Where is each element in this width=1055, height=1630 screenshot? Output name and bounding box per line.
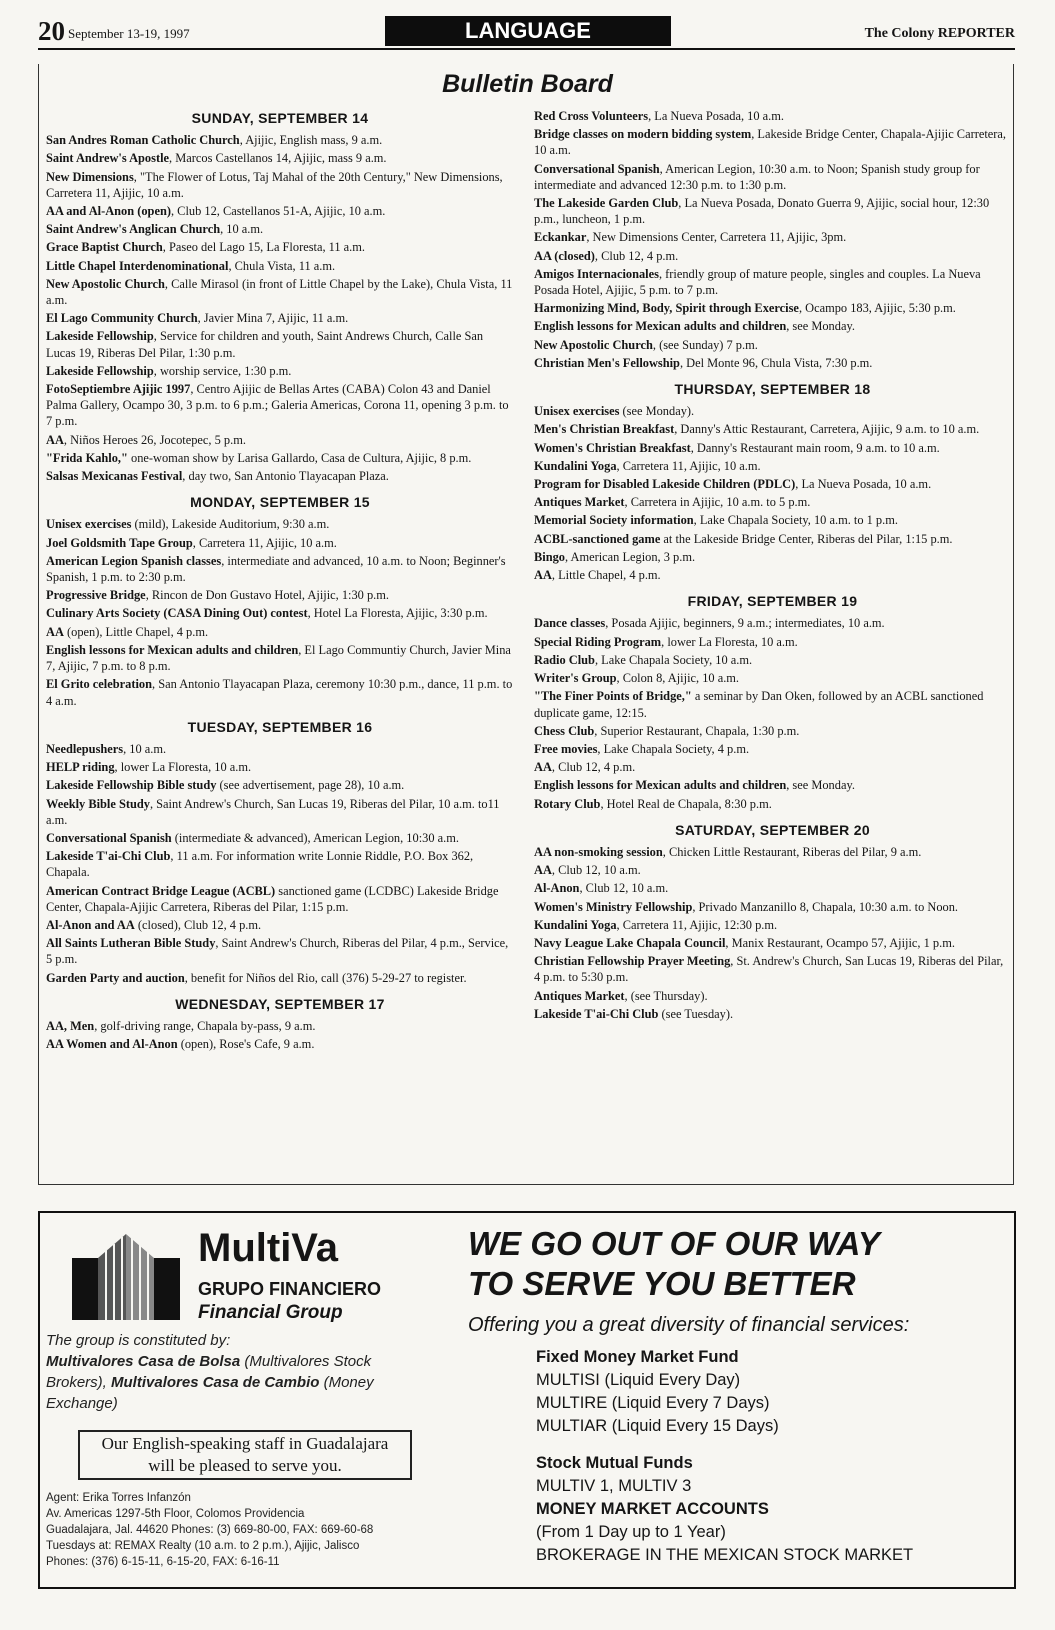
entry-details: , Manix Restaurant, Ocampo 57, Ajijic, 1 p.m. (725, 935, 955, 950)
entry-name: Saint Andrew's Anglican Church (46, 222, 221, 237)
entry-name: New Apostolic Church (46, 276, 165, 291)
bulletin-entry (534, 844, 1011, 860)
issue-date: September 13-19, 1997 (68, 26, 190, 41)
bulletin-entry (534, 634, 1011, 650)
entry-details: , La Nueva Posada, 10 a.m. (795, 477, 932, 492)
entry-details: , La Nueva Posada, 10 a.m. (648, 109, 784, 123)
bulletin-entry (46, 169, 514, 201)
fund-list (536, 1346, 913, 1567)
entry-details: a seminar by Dan Oken, followed by an ACBL sanctioned duplicate game, 12:15. (534, 689, 984, 720)
entry-details: , American Legion, 3 p.m. (565, 549, 696, 564)
entry-name: Christian Men's Fellowship (534, 355, 680, 370)
entry-name: Lakeside Fellowship (46, 329, 154, 344)
entry-details: , Marcos Castellanos 14, Ajijic, mass 9 a.m. (169, 151, 387, 166)
agent-line: Guadalajara, Jal. 44620 Phones: (3) 669-80-00, FAX: 669-60-68 (46, 1524, 374, 1536)
bulletin-entry (534, 108, 1011, 124)
bulletin-entry (534, 494, 1011, 510)
bulletin-entry (46, 363, 514, 379)
entry-details: , Carretera 11, Ajijic, 10 a.m. (616, 458, 761, 473)
bulletin-entry (534, 421, 1011, 437)
entry-details: (open), Little Chapel, 4 p.m. (63, 624, 209, 639)
entry-name: Progressive Bridge (46, 588, 146, 603)
entry-name: San Andres Roman Catholic Church (46, 133, 240, 148)
entry-name: Lakeside T'ai-Chi Club (46, 849, 171, 864)
entry-name: Kundalini Yoga (534, 458, 617, 473)
entry-name: Joel Goldsmith Tape Group (46, 535, 193, 550)
entry-name: AA non-smoking session (534, 844, 663, 859)
bulletin-entry (534, 935, 1011, 951)
bulletin-entry (46, 381, 514, 430)
staff-line-2: will be pleased to serve you. (148, 1456, 342, 1475)
member-casa-de-cambio: Multivalores Casa de Cambio (111, 1374, 320, 1391)
bulletin-entry (534, 248, 1011, 264)
bulletin-entry (46, 450, 514, 466)
slogan-line-2: TO SERVE YOU BETTER (468, 1265, 856, 1302)
member-casa-de-cambio-note: (Money Exchange) (46, 1374, 374, 1412)
entry-details: , see Monday. (786, 778, 855, 793)
entry-name: Culinary Arts Society (CASA Dining Out) contest (46, 606, 308, 621)
fund-item: (From 1 Day up to 1 Year) (536, 1523, 726, 1541)
bulletin-entry (534, 318, 1011, 334)
entry-details: , El Lago Communtiy Church, Javier Mina 7, Ajijic, 7 p.m. to 8 p.m. (46, 642, 511, 674)
entry-details: , Centro Ajijic de Bellas Artes (CABA) Colon 43 and Daniel Palma Gallery, Ocampo 30, 3 p.m. to 6 p.m.; Galeria Americas, Corona 11, opening 3 p.m. to 7 p.m. (46, 382, 509, 429)
entry-details: , 10 a.m. (123, 741, 167, 756)
entry-details: , Colon 8, Ajijic, 10 a.m. (616, 671, 740, 686)
entry-details: , intermediate and advanced, 10 a.m. to Noon; Beginner's Spanish, 1 p.m. to 2:30 p.m. (46, 553, 506, 585)
entry-name: English lessons for Mexican adults and children (534, 319, 787, 334)
entry-details: , Hotel Real de Chapala, 8:30 p.m. (600, 796, 772, 811)
bulletin-entry (534, 403, 1011, 419)
entry-name: Women's Ministry Fellowship (534, 899, 693, 914)
bulletin-entry (534, 512, 1011, 528)
entry-details: , Superior Restaurant, Chapala, 1:30 p.m. (594, 723, 800, 738)
entry-name: Eckankar (534, 230, 587, 245)
bulletin-entry (46, 328, 514, 360)
day-heading: TUESDAY, SEPTEMBER 16 (187, 718, 373, 735)
bulletin-entry (46, 796, 514, 828)
entry-name: American Contract Bridge League (ACBL) (46, 883, 276, 898)
entry-name: Program for Disabled Lakeside Children (PDLC) (534, 477, 796, 492)
entry-details: , Calle Mirasol (in front of Little Chapel by the Lake), Chula Vista, 11 a.m. (46, 276, 513, 308)
bulletin-entry (534, 195, 1011, 227)
entry-name: Lakeside T'ai-Chi Club (534, 1006, 659, 1021)
bulletin-entry (534, 458, 1011, 474)
entry-details: , Del Monte 96, Chula Vista, 7:30 p.m. (679, 355, 873, 370)
entry-details: (see advertisement, page 28), 10 a.m. (216, 778, 405, 793)
bulletin-entry (46, 759, 514, 775)
entry-details: , Lake Chapala Society, 4 p.m. (597, 741, 750, 756)
bulletin-entry (46, 553, 514, 585)
entry-details: , Club 12, 4 p.m. (594, 248, 679, 263)
bulletin-entry (46, 258, 514, 274)
day-heading: THURSDAY, SEPTEMBER 18 (674, 381, 871, 398)
bulletin-entry (46, 848, 514, 880)
entry-details: , Rincon de Don Gustavo Hotel, Ajijic, 1:30 p.m. (145, 588, 390, 603)
bulletin-entry (534, 652, 1011, 668)
bulletin-entry (534, 880, 1011, 896)
entry-name: Men's Christian Breakfast (534, 422, 675, 437)
bulletin-entry (534, 1006, 1011, 1022)
bulletin-entry (46, 935, 514, 967)
entry-details: one-woman show by Larisa Gallardo, Casa de Cultura, Ajijic, 8 p.m. (127, 450, 472, 465)
entry-name: AA (534, 863, 552, 878)
entry-name: Chess Club (534, 723, 595, 738)
entry-name: English lessons for Mexican adults and children (46, 642, 299, 657)
bulletin-entry (534, 476, 1011, 492)
entry-name: "The Finer Points of Bridge," (534, 689, 692, 704)
bulletin-entry (46, 642, 514, 674)
entry-name: Christian Fellowship Prayer Meeting (534, 954, 731, 969)
bulletin-entry (534, 988, 1011, 1004)
entry-name: Conversational Spanish (534, 161, 660, 176)
entry-details: , 10 a.m. (220, 222, 264, 237)
entry-details: , Javier Mina 7, Ajijic, 11 a.m. (197, 311, 349, 326)
entry-details: , (see Thursday). (624, 988, 708, 1003)
entry-name: AA (closed) (534, 248, 595, 263)
entry-details: , lower La Floresta, 10 a.m. (661, 634, 798, 649)
offering-tagline: Offering you a great diversity of financial services: (468, 1314, 910, 1336)
entry-name: Grace Baptist Church (46, 240, 163, 255)
entry-name: Al-Anon (534, 881, 580, 896)
entry-name: Women's Christian Breakfast (534, 440, 691, 455)
fixed-fund-heading: Fixed Money Market Fund (536, 1348, 739, 1366)
entry-name: Writer's Group (534, 671, 617, 686)
entry-name: AA (46, 624, 64, 639)
fund-item: MULTIAR (Liquid Every 15 Days) (536, 1417, 779, 1435)
bulletin-entry (46, 132, 514, 148)
agent-contact (46, 1490, 373, 1570)
entry-name: Unisex exercises (534, 404, 620, 419)
entry-name: FotoSeptiembre Ajijic 1997 (46, 382, 191, 397)
constituted-label: The group is constituted by: (46, 1332, 231, 1349)
entry-name: Memorial Society information (534, 513, 694, 528)
bulletin-entry (534, 723, 1011, 739)
entry-details: , Hotel La Floresta, Ajijic, 3:30 p.m. (307, 606, 488, 621)
entry-details: , Lakeside Bridge Center, Chapala-Ajijic Carretera, 10 a.m. (534, 127, 1006, 158)
entry-details: , worship service, 1:30 p.m. (153, 363, 292, 378)
entry-name: Rotary Club (534, 796, 601, 811)
bulletin-entry (534, 126, 1011, 158)
entry-name: Free movies (534, 741, 598, 756)
entry-details: , St. Andrew's Church, San Lucas 19, Riberas del Pilar, 4 p.m. to 5:30 p.m. (534, 954, 1004, 985)
agent-line: Agent: Erika Torres Infanzón (46, 1492, 191, 1504)
bulletin-entry (534, 615, 1011, 631)
day-heading: SATURDAY, SEPTEMBER 20 (675, 821, 870, 838)
entry-name: Weekly Bible Study (46, 796, 150, 811)
agent-line: Tuesdays at: REMAX Realty (10 a.m. to 2 p.m.), Ajijic, Jalisco (46, 1540, 360, 1552)
entry-name: Salsas Mexicanas Festival (46, 469, 183, 484)
entry-details: (closed), Club 12, 4 p.m. (134, 917, 262, 932)
entry-details: , benefit for Niños del Rio, call (376) 5-29-27 to register. (184, 970, 467, 985)
entry-details: , Posada Ajijic, beginners, 9 a.m.; intermediates, 10 a.m. (605, 616, 885, 631)
entry-details: , Chula Vista, 11 a.m. (228, 258, 336, 273)
bulletin-entry (46, 310, 514, 326)
slogan-line-1: WE GO OUT OF OUR WAY (468, 1225, 880, 1262)
entry-details: , Little Chapel, 4 p.m. (551, 568, 661, 583)
group-description (46, 1330, 426, 1414)
bulletin-entry (46, 432, 514, 448)
bulletin-entry (46, 1018, 514, 1034)
bulletin-entry (534, 549, 1011, 565)
entry-name: Antiques Market (534, 495, 625, 510)
bulletin-entry (534, 917, 1011, 933)
entry-name: Amigos Internacionales (534, 266, 659, 281)
bulletin-board-title: Bulletin Board (442, 70, 613, 98)
entry-name: ACBL-sanctioned game (534, 531, 661, 546)
entry-details: , Lake Chapala Society, 10 a.m. to 1 p.m. (693, 513, 898, 528)
entry-name: Navy League Lake Chapala Council (534, 935, 726, 950)
agent-line: Phones: (376) 6-15-11, 6-15-20, FAX: 6-16-11 (46, 1556, 280, 1568)
money-market-heading: MONEY MARKET ACCOUNTS (536, 1500, 769, 1518)
entry-name: Needlepushers (46, 741, 124, 756)
entry-name: AA Women and Al-Anon (46, 1037, 178, 1052)
entry-name: The Lakeside Garden Club (534, 196, 679, 211)
page-number: 20 (38, 16, 65, 46)
entry-name: Lakeside Fellowship Bible study (46, 778, 217, 793)
entry-details: , Ocampo 183, Ajijic, 5:30 p.m. (798, 301, 956, 316)
entry-name: Al-Anon and AA (46, 917, 135, 932)
bulletin-entry (46, 150, 514, 166)
multiva-logo-icon (72, 1228, 180, 1320)
bulletin-entry (46, 741, 514, 757)
agent-line: Av. Americas 1297-5th Floor, Colomos Providencia (46, 1508, 305, 1520)
bulletin-entry (534, 337, 1011, 353)
bulletin-column-right (534, 108, 1011, 1024)
entry-details: , Club 12, Castellanos 51-A, Ajijic, 10 a.m. (170, 204, 386, 219)
entry-details: , golf-driving range, Chapala by-pass, 9 a.m. (94, 1018, 316, 1033)
member-casa-de-bolsa: Multivalores Casa de Bolsa (46, 1353, 241, 1370)
member-casa-de-bolsa-note: (Multivalores Stock Brokers), (46, 1353, 372, 1391)
bulletin-entry (46, 777, 514, 793)
entry-details: (mild), Lakeside Auditorium, 9:30 a.m. (131, 517, 330, 532)
entry-details: , Service for children and youth, Saint Andrews Church, Calle San Lucas 19, Riberas Del Pilar, 1:30 p.m. (46, 329, 484, 360)
header-rule (38, 48, 1015, 50)
bulletin-entry (534, 440, 1011, 456)
bulletin-entry (46, 1036, 514, 1052)
group-members (46, 1351, 426, 1414)
bulletin-entry (46, 468, 514, 484)
bulletin-entry (46, 970, 514, 986)
entry-details: , 11 a.m. For information write Lonnie Riddle, P.O. Box 362, Chapala. (46, 849, 474, 880)
staff-line-1: Our English-speaking staff in Guadalajara (101, 1434, 389, 1453)
brokerage-line: BROKERAGE IN THE MEXICAN STOCK MARKET (536, 1546, 914, 1564)
entry-details: , Chicken Little Restaurant, Riberas del Pilar, 9 a.m. (662, 844, 922, 859)
entry-name: AA (534, 568, 552, 583)
entry-details: , lower La Floresta, 10 a.m. (114, 760, 252, 775)
entry-name: Bingo (534, 549, 565, 564)
entry-name: New Apostolic Church (534, 337, 653, 352)
day-heading: MONDAY, SEPTEMBER 15 (190, 494, 370, 511)
bulletin-entry (534, 161, 1011, 193)
entry-name: AA (46, 432, 64, 447)
entry-name: El Grito celebration (46, 677, 152, 692)
entry-details: , Privado Manzanillo 8, Chapala, 10:30 a.m. to Noon. (692, 899, 959, 914)
entry-name: Saint Andrew's Apostle (46, 151, 170, 166)
entry-details: , Niños Heroes 26, Jocotepec, 5 p.m. (63, 432, 246, 447)
bulletin-entry (46, 221, 514, 237)
entry-name: AA, Men (46, 1018, 95, 1033)
brand-name: MultiVa (198, 1226, 339, 1270)
entry-details: , see Monday. (786, 319, 855, 334)
entry-details: , La Nueva Posada, Donato Guerra 9, Ajijic, social hour, 12:30 p.m., luncheon, 1 p.m. (534, 196, 990, 227)
day-heading: SUNDAY, SEPTEMBER 14 (191, 110, 369, 126)
entry-details: at the Lakeside Bridge Center, Riberas del Pilar, 1:15 p.m. (660, 531, 953, 546)
bulletin-entry (46, 516, 514, 532)
bulletin-entry (534, 300, 1011, 316)
bulletin-entry (534, 777, 1011, 793)
ad-slogan (468, 1224, 880, 1304)
bulletin-entry (534, 862, 1011, 878)
entry-name: Garden Party and auction (46, 970, 185, 985)
entry-name: English lessons for Mexican adults and children (534, 778, 787, 793)
bulletin-column-left (46, 108, 514, 1054)
entry-name: AA (534, 760, 552, 775)
financial-group: Financial Group (198, 1302, 343, 1323)
entry-name: Special Riding Program (534, 634, 662, 649)
day-heading: WEDNESDAY, SEPTEMBER 17 (175, 995, 385, 1012)
bulletin-entry (534, 531, 1011, 547)
entry-details: , Club 12, 4 p.m. (551, 760, 636, 775)
entry-name: Lakeside Fellowship (46, 363, 154, 378)
entry-name: Antiques Market (534, 988, 625, 1003)
entry-details: sanctioned game (LCDBC) Lakeside Bridge Center, Chapala-Ajijic Carretera, Riberas del Pilar, 1:15 p.m. (46, 883, 499, 914)
bulletin-entry (46, 830, 514, 846)
entry-details: , Carretera 11, Ajijic, 12:30 p.m. (616, 917, 778, 932)
entry-name: Conversational Spanish (46, 830, 172, 845)
bulletin-entry (534, 229, 1011, 245)
bulletin-entry (46, 917, 514, 933)
entry-details: , Paseo del Lago 15, La Floresta, 11 a.m. (162, 240, 366, 255)
entry-details: , Saint Andrew's Church, Riberas del Pilar, 4 p.m., Service, 5 p.m. (46, 936, 509, 967)
entry-name: AA and Al-Anon (open) (46, 204, 171, 219)
newspaper-name: The Colony REPORTER (864, 26, 1015, 41)
entry-details: (intermediate & advanced), American Legion, 10:30 a.m. (171, 830, 459, 845)
english-staff-box (78, 1430, 412, 1480)
entry-name: Dance classes (534, 616, 606, 631)
entry-details: (see Monday). (619, 404, 695, 419)
entry-details: (open), Rose's Cafe, 9 a.m. (177, 1037, 315, 1052)
bulletin-entry (46, 276, 514, 308)
bulletin-entry (534, 899, 1011, 915)
entry-name: Harmonizing Mind, Body, Spirit through Exercise (534, 301, 799, 316)
entry-name: American Legion Spanish classes (46, 553, 222, 568)
entry-details: , San Antonio Tlayacapan Plaza, ceremony 10:30 p.m., dance, 11 p.m. to 4 a.m. (46, 677, 513, 708)
entry-details: , Carretera 11, Ajijic, 10 a.m. (192, 535, 337, 550)
entry-details: , Saint Andrew's Church, San Lucas 19, Riberas del Pilar, 10 a.m. to11 a.m. (46, 796, 500, 827)
section-title: LANGUAGE (385, 16, 671, 46)
entry-details: , Ajijic, English mass, 9 a.m. (239, 133, 383, 148)
day-heading: FRIDAY, SEPTEMBER 19 (687, 593, 858, 610)
entry-name: Red Cross Volunteers (534, 109, 649, 123)
bulletin-entry (534, 688, 1011, 720)
entry-details: , (see Sunday) 7 p.m. (652, 337, 758, 352)
bulletin-entry (46, 535, 514, 551)
fund-item: MULTISI (Liquid Every Day) (536, 1371, 741, 1389)
bulletin-entry (46, 676, 514, 708)
bulletin-entry (534, 670, 1011, 686)
entry-details: , Lake Chapala Society, 10 a.m. (594, 652, 753, 667)
bulletin-entry (46, 624, 514, 640)
entry-name: "Frida Kahlo," (46, 450, 128, 465)
bulletin-entry (46, 203, 514, 219)
bulletin-entry (534, 741, 1011, 757)
bulletin-entry (534, 355, 1011, 371)
bulletin-entry (46, 587, 514, 603)
fund-item: MULTIV 1, MULTIV 3 (536, 1477, 692, 1495)
bulletin-entry (46, 605, 514, 621)
grupo-financiero: GRUPO FINANCIERO (198, 1279, 382, 1299)
entry-details: , Danny's Restaurant main room, 9 a.m. to 10 a.m. (690, 440, 940, 455)
entry-name: HELP riding (46, 760, 115, 775)
entry-details: , Club 12, 10 a.m. (551, 863, 641, 878)
entry-name: Bridge classes on modern bidding system (534, 127, 752, 142)
entry-details: , friendly group of mature people, singles and couples. La Nueva Posada Hotel, Ajijic, 5 p.m. to 7 p.m. (534, 266, 981, 298)
entry-name: El Lago Community Church (46, 311, 198, 326)
entry-details: , Club 12, 10 a.m. (579, 881, 669, 896)
entry-name: Kundalini Yoga (534, 917, 617, 932)
entry-name: Radio Club (534, 652, 595, 667)
bulletin-entry (534, 796, 1011, 812)
entry-details: , Carretera in Ajijic, 10 a.m. to 5 p.m. (624, 495, 811, 510)
bulletin-entry (534, 953, 1011, 985)
entry-details: (see Tuesday). (658, 1006, 734, 1021)
stock-fund-heading: Stock Mutual Funds (536, 1454, 693, 1472)
entry-name: Little Chapel Interdenominational (46, 258, 229, 273)
fund-item: MULTIRE (Liquid Every 7 Days) (536, 1394, 770, 1412)
entry-details: , New Dimensions Center, Carretera 11, Ajijic, 3pm. (586, 230, 847, 245)
entry-details: , Danny's Attic Restaurant, Carretera, Ajijic, 9 a.m. to 10 a.m. (674, 422, 980, 437)
bulletin-entry (46, 239, 514, 255)
bulletin-entry (534, 759, 1011, 775)
entry-details: , day two, San Antonio Tlayacapan Plaza. (182, 469, 389, 484)
bulletin-entry (534, 567, 1011, 583)
bulletin-entry (534, 266, 1011, 298)
bulletin-entry (46, 883, 514, 915)
entry-details: , American Legion, 10:30 a.m. to Noon; Spanish study group for intermediate and advanced 12:30 p.m. to 1:30 p.m. (534, 161, 980, 192)
entry-name: New Dimensions (46, 169, 134, 184)
entry-details: , "The Flower of Lotus, Taj Mahal of the 20th Century," New Dimensions, Carretera 11, Ajijic, 10 a.m. (46, 169, 503, 200)
entry-name: All Saints Lutheran Bible Study (46, 936, 216, 951)
entry-name: Unisex exercises (46, 517, 132, 532)
